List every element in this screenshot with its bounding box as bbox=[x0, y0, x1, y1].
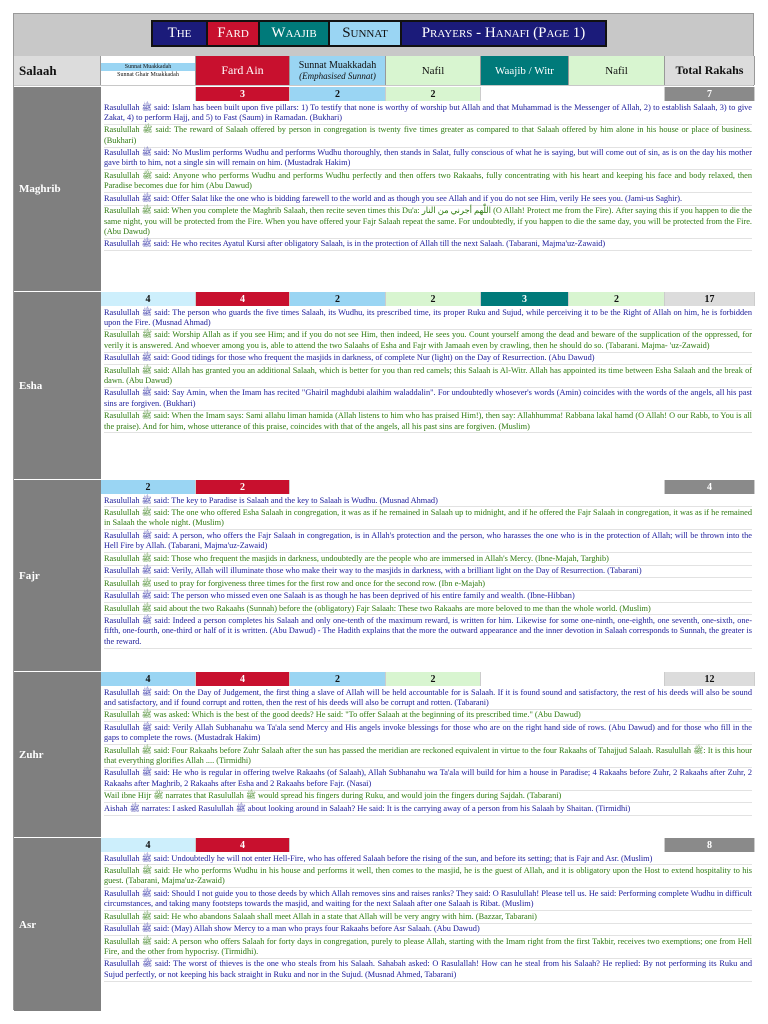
header-total-rakahs: Total Rakahs bbox=[665, 56, 755, 85]
section-label: Zuhr bbox=[14, 672, 101, 837]
section-esha bbox=[14, 291, 755, 479]
hadith-item: Rasulullah ﷺ said: On the Day of Judgement, the first thing a slave of Allah will be held accountable for is Salaah. If it is found sound and satisfactory, the rest of his deeds will also be sound and satisfactory, and if found corrupt and rotten, then the rest of his deeds will also be corrupt and rotten. (Tabarani) bbox=[104, 687, 752, 710]
title-sunnat: Sunnat bbox=[330, 22, 400, 45]
rakah-muakkadah: 2 bbox=[101, 480, 196, 494]
hadith-item: Rasulullah ﷺ said: The person who missed even one Salaah is as though he has been deprived of his entire family and wealth. (Ibne-Hibban) bbox=[104, 591, 752, 603]
hadith-item: Rasulullah ﷺ said: When you complete the Maghrib Salaah, then recite seven times this Du'a: اللّٰهم أجرني من النار (O Allah! Protect me from the Fire). After saying this if you happen to die the same night, you will be protected from the Fire. When you have offered your Fajr Salaah repeat the same. For undoubtedly, if you happen to die the same day, you will be protected from the Fire. (Abu Dawud) bbox=[104, 206, 752, 239]
rakah-fard: 3 bbox=[196, 87, 290, 101]
hadith-item: Rasulullah ﷺ said: Anyone who performs Wudhu and performs Wudhu perfectly and then offers two Rakaahs, fully concentrating with his heart and keeping his face and body relaxed, then Paradise becomes due for him (Abu Dawud) bbox=[104, 170, 752, 193]
section-zuhr bbox=[14, 671, 755, 837]
section-fajr bbox=[14, 479, 755, 671]
prayer-chart-page bbox=[13, 13, 754, 1010]
hadith-item: Rasulullah ﷺ said about the two Rakaahs (Sunnah) before the (obligatory) Fajr Salaah: These two Rakaahs are more beloved to me than the whole world. (Muslim) bbox=[104, 603, 752, 615]
hadith-item: Rasulullah ﷺ said: A person, who offers the Fajr Salaah in congregation, is in Allah's protection and the person, who harasses the one who is in the protection of Allah; will be thrown into the Hell Fire by Allah. (Tabarani, Majma'uz-Zawaid) bbox=[104, 530, 752, 553]
title-rest: Prayers - Hanafi (Page 1) bbox=[402, 22, 605, 45]
header-legend bbox=[101, 56, 196, 85]
section-label: Asr bbox=[14, 838, 101, 1011]
rakah-total: 8 bbox=[665, 838, 755, 852]
hadith-item: Rasulullah ﷺ said: Say Amin, when the Imam has recited "Ghairil maghdubi alaihim waladdalin". For undoubtedly whosever's words (Amin) coincides with the words of the angels, all his past sins are forgiven. (Bukhari) bbox=[104, 388, 752, 411]
hadith-item: Rasulullah ﷺ said: He who performs Wudhu in his house and performs it well, then comes to the masjid, he is the guest of Allah, and it is obligatory upon the Host to extend hospitality to his guest. (Tabarani, Majma'uz-Zawaid) bbox=[104, 865, 752, 888]
hadith-list bbox=[101, 852, 755, 983]
rakah-row bbox=[101, 292, 755, 306]
hadith-item: Rasulullah ﷺ said: The key to Paradise is Salaah and the key to Salaah is Wudhu. (Musnad Ahmad) bbox=[104, 495, 752, 507]
hadith-item: Rasulullah ﷺ was asked: Which is the best of the good deeds? He said: "To offer Salaah at the beginning of its prescribed time." (Abu Dawud) bbox=[104, 710, 752, 722]
hadith-item: Rasulullah ﷺ said: The one who offered Esha Salaah in congregation, it was as if he remained in Salaah up to midnight, and if he offered the Fajr Salaah in congregation, it was as if he remained in Salaah the whole night. (Muslim) bbox=[104, 507, 752, 530]
section-maghrib bbox=[14, 86, 755, 291]
rakah-nafil: 2 bbox=[386, 87, 481, 101]
hadith-item: Rasulullah ﷺ said: Should I not guide you to those deeds by which Allah removes sins and raises ranks? They said: O Rasulullah! Please tell us. He said: Performing complete Wudhu in difficult circumstances, and taking many footsteps towards the masjid, and waiting for the next Salaah after one Salaah is Ribat. (Muslim) bbox=[104, 888, 752, 911]
hadith-item: Rasulullah ﷺ used to pray for forgiveness three times for the first row and once for the second row. (Ibn e-Majah) bbox=[104, 578, 752, 590]
hadith-item: Rasulullah ﷺ said: The person who guards the five times Salaah, its Wudhu, its prescribed time, its proper Ruku and Sujud, while perceiving it to be the Right of Allah on him, he is forbidden upon the Fire. (Musnad Ahmad) bbox=[104, 307, 752, 330]
rakah-total: 17 bbox=[665, 292, 755, 306]
hadith-list bbox=[101, 686, 755, 817]
header-nafil-2: Nafil bbox=[569, 56, 665, 85]
rakah-row bbox=[101, 87, 755, 101]
rakah-row bbox=[101, 480, 755, 494]
hadith-item: Rasulullah ﷺ said: No Muslim performs Wudhu and performs Wudhu thoroughly, then stands in Salat, fully conscious of what he is saying, but will come out of sin, as is on the day his mother gave birth to him, not a single sin will remain on him. (Mustadrak Hakim) bbox=[104, 148, 752, 171]
header-fard-ain: Fard Ain bbox=[196, 56, 290, 85]
hadith-list bbox=[101, 494, 755, 650]
hadith-item: Rasulullah ﷺ said: Indeed a person completes his Salaah and only one-tenth of the maximum reward, is written for him. Likewise for some one-ninth, one-eighth, one seventh, one-sixth, one-fifth, one-fourth, one-third or half of it is written. (Abu Dawud) - The Hadith explains that the more the outward appearance and the inner devotion in Salaah corresponds to Sunnah, the greater is the reward. bbox=[104, 615, 752, 648]
hadith-item: Rasulullah ﷺ said: Undoubtedly he will not enter Hell-Fire, who has offered Salaah before the rising of the sun, and before its setting; that is Fajr and Asr. (Muslim) bbox=[104, 853, 752, 865]
hadith-item: Rasulullah ﷺ said: The worst of thieves is the one who steals from his Salaah. Sahabah asked: O Rasulallah! How can he steal from his Salaah? He replied: By not performing its Ruku and Sujud perfectly, or not keeping his back straight in Ruku and nor in the Sujud. (Musnad Ahmed, Tabarani) bbox=[104, 959, 752, 982]
hadith-item: Rasulullah ﷺ said: Four Rakaahs before Zuhr Salaah after the sun has passed the meridian are reckoned equivalent in virtue to the four Rakaahs of Tahajjud Salaah. Rasulullah ﷺ: It is this hour that everything glorifies Allah .... (Tirmidhi) bbox=[104, 745, 752, 768]
rakah-fard: 4 bbox=[196, 292, 290, 306]
hadith-item: Rasulullah ﷺ said: Worship Allah as if you see Him; and if you do not see Him, then indeed, He sees you. Count yourself among the dead and beware of the supplication of the oppressed, for verily it is answered. And whoever among you is, able to attend the two Salaahs of Esha and Fajr with Jamaah even by crawling, then he should do so. (Tabarani. Majma- 'uz-Zawaid) bbox=[104, 330, 752, 353]
rakah-row bbox=[101, 838, 755, 852]
rakah-total: 4 bbox=[665, 480, 755, 494]
rakah-muakkadah-2: 2 bbox=[290, 672, 386, 686]
hadith-item: Rasulullah ﷺ said: Allah has granted you an additional Salaah, which is better for you than red camels; this Salaah is Al-Witr. Allah has appointed its time between Esha Salaah and the break of dawn. (Abu Dawud) bbox=[104, 365, 752, 388]
section-asr bbox=[14, 837, 755, 1011]
hadith-item: Rasulullah ﷺ said: Verily Allah Subhanahu wa Ta'ala send Mercy and His angels invoke blessings for those who are on the right hand side of rows. (Abu Dawud) and for those who fill in the gaps to complete the rows. (Mustadrak Hakim) bbox=[104, 722, 752, 745]
rakah-witr: 3 bbox=[481, 292, 569, 306]
rakah-fard: 4 bbox=[196, 838, 290, 852]
header-nafil: Nafil bbox=[386, 56, 481, 85]
rakah-nafil: 2 bbox=[386, 672, 481, 686]
hadith-item: Rasulullah ﷺ said: He who abandons Salaah shall meet Allah in a state that Allah will be very angry with him. (Bazzar, Tabarani) bbox=[104, 911, 752, 923]
hadith-item: Rasulullah ﷺ said: He who recites Ayatul Kursi after obligatory Salaah, is in the protection of Allah till the next Salaah. (Tabarani, Majma'uz-Zawaid) bbox=[104, 239, 752, 251]
hadith-item: Rasulullah ﷺ said: Islam has been built upon five pillars: 1) To testify that none is worthy of worship but Allah and that Muhammad is the Messenger of Allah, 2) to establish Salaah, 3) to give Zakat, 4) to perform Hajj, and 5) to Fast (Saum) in Ramadan. (Bukhari) bbox=[104, 102, 752, 125]
rakah-muakkadah: 2 bbox=[290, 292, 386, 306]
rakah-muakkadah: 2 bbox=[290, 87, 386, 101]
hadith-item: Rasulullah ﷺ said: Offer Salat like the one who is bidding farewell to the world and as though you see Allah and if you do not see Him, verily He sees you. (Jami-us Saghir). bbox=[104, 193, 752, 205]
rakah-total: 7 bbox=[665, 87, 755, 101]
rakah-fard: 4 bbox=[196, 672, 290, 686]
legend-muakkadah: Sunnat Muakkadah bbox=[101, 63, 195, 71]
rakah-total: 12 bbox=[665, 672, 755, 686]
header-muakkadah-label: Sunnat Muakkadah bbox=[298, 59, 377, 71]
column-header-row bbox=[14, 56, 755, 85]
legend-ghair-muakkadah: Sunnat Ghair Muakkadah bbox=[101, 71, 195, 79]
header-sunnat-muakkadah bbox=[290, 56, 386, 85]
hadith-item: Rasulullah ﷺ said: The reward of Salaah offered by person in congregation is twenty five times greater as compared to that Salaah offered by him alone in his house or place of business. (Bukhari) bbox=[104, 125, 752, 148]
hadith-item: Rasulullah ﷺ said: When the Imam says: Sami allahu liman hamida (Allah listens to him who has praised Him!), then say: Allahhumma! Rabbana lakal hamd (O Allah! O our Rabb, to You is all the praise). And for him, whose utterance of this praise, coincides with that of the angels, all his past sins are forgiven. (Muslim) bbox=[104, 411, 752, 434]
section-label: Esha bbox=[14, 292, 101, 479]
section-label: Maghrib bbox=[14, 87, 101, 291]
header-witr: Waajib / Witr bbox=[481, 56, 569, 85]
title-fard: Fard bbox=[208, 22, 258, 45]
hadith-list bbox=[101, 101, 755, 252]
rakah-ghair-muakkadah: 4 bbox=[101, 292, 196, 306]
hadith-item: Rasulullah ﷺ said: Those who frequent the masjids in darkness, undoubtedly are the people who are immersed in Allah's Mercy. (Ibne-Majah, Targhib) bbox=[104, 553, 752, 565]
hadith-item: Rasulullah ﷺ said: Good tidings for those who frequent the masjids in darkness, of complete Nur (light) on the Day of Resurrection. (Abu Dawud) bbox=[104, 353, 752, 365]
hadith-item: Wail ibne Hijr ﷺ narrates that Rasulullah ﷺ would spread his fingers during Ruku, and would join the fingers during Sajdah. (Tabarani) bbox=[104, 791, 752, 803]
hadith-list bbox=[101, 306, 755, 434]
hadith-item: Rasulullah ﷺ said: He who is regular in offering twelve Rakaahs (of Salaah), Allah Subhanahu wa Ta'ala will build for him a house in Paradise; 4 Rakaahs before Zuhr, 2 Rakaahs after Zuhr, 2 Rakaahs after Maghrib, 2 Rakaahs after Esha and 2 Rakaahs before Fajr. (Nasai) bbox=[104, 768, 752, 791]
title-the: The bbox=[153, 22, 206, 45]
hadith-item: Rasulullah ﷺ said: (May) Allah show Mercy to a man who prays four Rakaahs before Asr Salaah. (Abu Dawud) bbox=[104, 924, 752, 936]
hadith-item: Aishah ﷺ narrates: I asked Rasulullah ﷺ about looking around in Salaah? He said: It is the carrying away of a person from his Salaah by Shaitan. (Tirmidhi) bbox=[104, 803, 752, 815]
rakah-nafil: 2 bbox=[386, 292, 481, 306]
hadith-item: Rasulullah ﷺ said: A person who offers Salaah for forty days in congregation, purely to please Allah, starting with the Imam right from the first Takbir, receives two exemptions; one from Hell Fire, and the other from hypocrisy. (Tirmidhi). bbox=[104, 936, 752, 959]
rakah-row bbox=[101, 672, 755, 686]
header-emphasised-label: (Emphasised Sunnat) bbox=[299, 70, 376, 81]
section-label: Fajr bbox=[14, 480, 101, 671]
title-banner bbox=[151, 20, 607, 47]
rakah-fard: 2 bbox=[196, 480, 290, 494]
title-waajib: Waajib bbox=[260, 22, 328, 45]
rakah-ghair-muakkadah: 4 bbox=[101, 838, 196, 852]
header-salaah: Salaah bbox=[14, 56, 101, 85]
rakah-muakkadah: 4 bbox=[101, 672, 196, 686]
rakah-nafil-2: 2 bbox=[569, 292, 665, 306]
hadith-item: Rasulullah ﷺ said: Verily, Allah will illuminate those who make their way to the masjids in darkness, with a brilliant light on the Day of Resurrection. (Tabarani) bbox=[104, 566, 752, 578]
